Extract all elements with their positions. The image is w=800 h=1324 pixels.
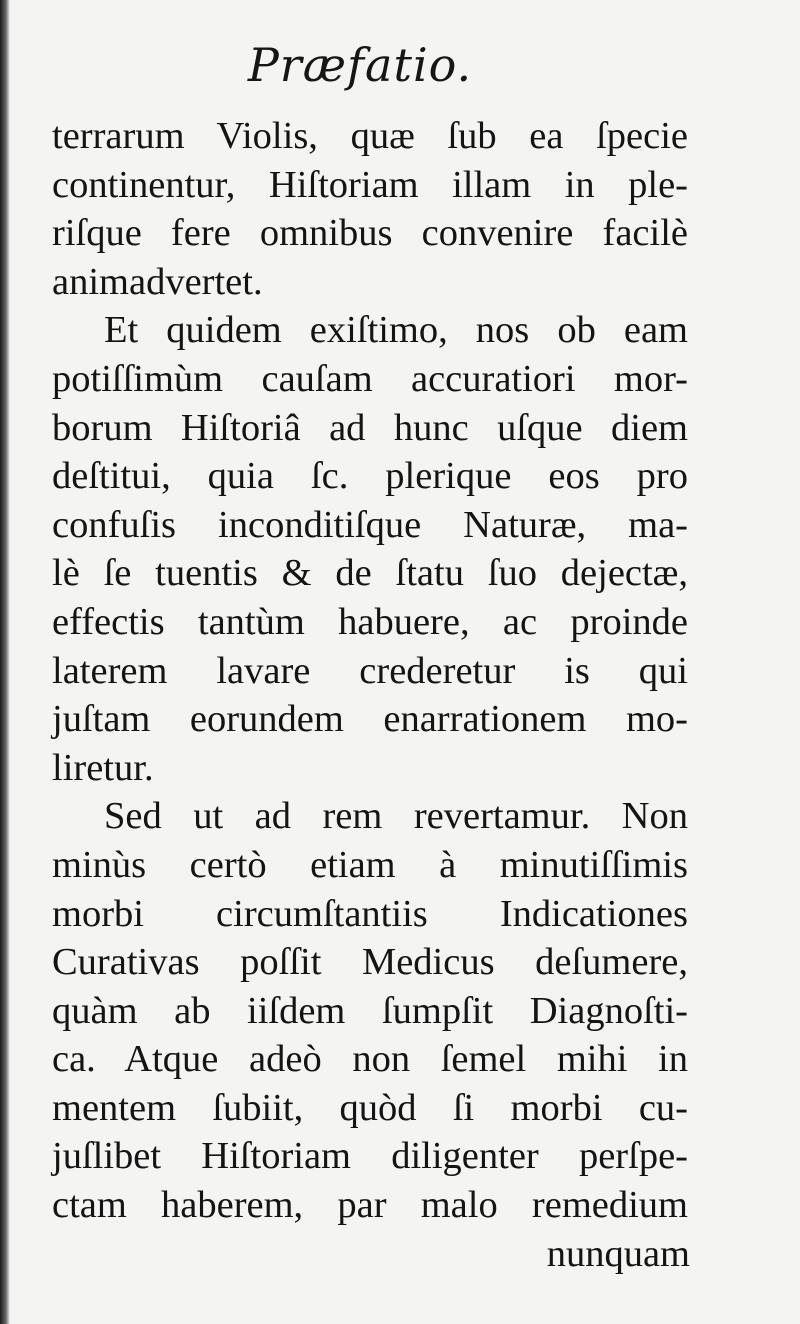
text-line: ctam haberem, par malo remedium [52, 1184, 688, 1227]
text-line: juſtam eorundem enarrationem mo- [52, 698, 688, 741]
page-edge-shadow [0, 0, 10, 1324]
text-line: laterem lavare crederetur is qui [52, 649, 688, 692]
running-head: Præfatio. [247, 38, 473, 92]
text-line: continentur, Hiſtoriam illam in ple- [52, 163, 688, 206]
text-line: effectis tantùm habuere, ac proinde [52, 600, 688, 643]
text-line: borum Hiſtoriâ ad hunc uſque diem [52, 406, 688, 449]
text-line: minùs certò etiam à minutiſſimis [52, 843, 688, 886]
text-line: Curativas poſſit Medicus deſumere, [52, 941, 688, 984]
text-line: riſque fere omnibus convenire facilè [52, 212, 688, 255]
text-line: Et quidem exiſtimo, nos ob eam [104, 309, 688, 352]
body-text [52, 112, 688, 1230]
text-line: Sed ut ad rem revertamur. Non [104, 795, 688, 838]
text-line: animadvertet. [52, 260, 263, 303]
text-line: terrarum Violis, quæ ſub ea ſpecie [52, 115, 688, 157]
text-line: quàm ab iiſdem ſumpſit Diagnoſti- [52, 989, 688, 1032]
catchword: nunquam [546, 1233, 690, 1275]
text-line: potiſſimùm cauſam accuratiori mor- [52, 357, 688, 400]
text-line: mentem ſubiit, quòd ſi morbi cu- [52, 1086, 688, 1129]
text-line: deſtitui, quia ſc. plerique eos pro [52, 455, 688, 498]
text-line: liretur. [52, 746, 154, 789]
text-line: confuſis inconditiſque Naturæ, ma- [52, 503, 688, 546]
text-line: lè ſe tuentis & de ſtatu ſuo dejectæ, [52, 552, 688, 595]
text-line: ca. Atque adeò non ſemel mihi in [52, 1038, 688, 1081]
text-line: morbi circumſtantiis Indicationes [52, 892, 688, 935]
text-line: juſlibet Hiſtoriam diligenter perſpe- [52, 1135, 688, 1178]
